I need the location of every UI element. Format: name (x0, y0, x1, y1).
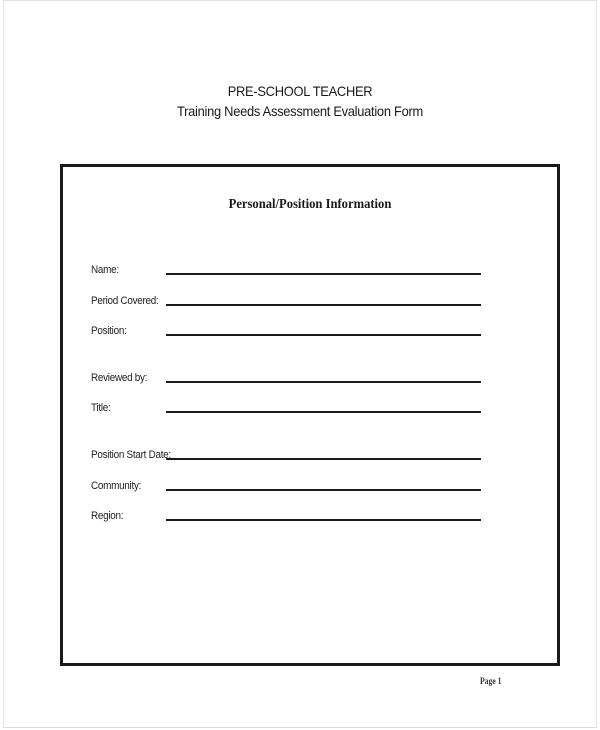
field-position (91, 325, 491, 343)
page-number: Page 1 (480, 676, 502, 686)
field-community (91, 480, 491, 498)
field-label: Community: (91, 480, 142, 492)
field-reviewed-by (91, 372, 491, 390)
field-label: Region: (91, 510, 124, 522)
reviewed-by-input-line[interactable] (166, 381, 481, 383)
field-position-start-date (91, 449, 491, 467)
field-period-covered (91, 295, 491, 313)
community-input-line[interactable] (166, 489, 481, 491)
field-region (91, 510, 491, 528)
field-name (91, 264, 491, 282)
document-title: PRE-SCHOOL TEACHER (227, 83, 373, 99)
name-input-line[interactable] (166, 273, 481, 275)
field-label: Position: (91, 325, 127, 337)
field-label: Name: (91, 264, 119, 276)
position-start-date-input-line[interactable] (166, 458, 481, 460)
title-input-line[interactable] (166, 411, 481, 413)
period-covered-input-line[interactable] (166, 304, 481, 306)
field-label: Period Covered: (91, 295, 159, 307)
field-title (91, 402, 491, 420)
personal-position-info-box (60, 164, 560, 666)
position-input-line[interactable] (166, 334, 481, 336)
section-heading: Personal/Position Information (228, 197, 392, 212)
field-label: Reviewed by: (91, 372, 148, 384)
field-label: Title: (91, 402, 111, 414)
field-label: Position Start Date: (91, 449, 171, 461)
region-input-line[interactable] (166, 519, 481, 521)
document-subtitle: Training Needs Assessment Evaluation Form (177, 103, 423, 119)
